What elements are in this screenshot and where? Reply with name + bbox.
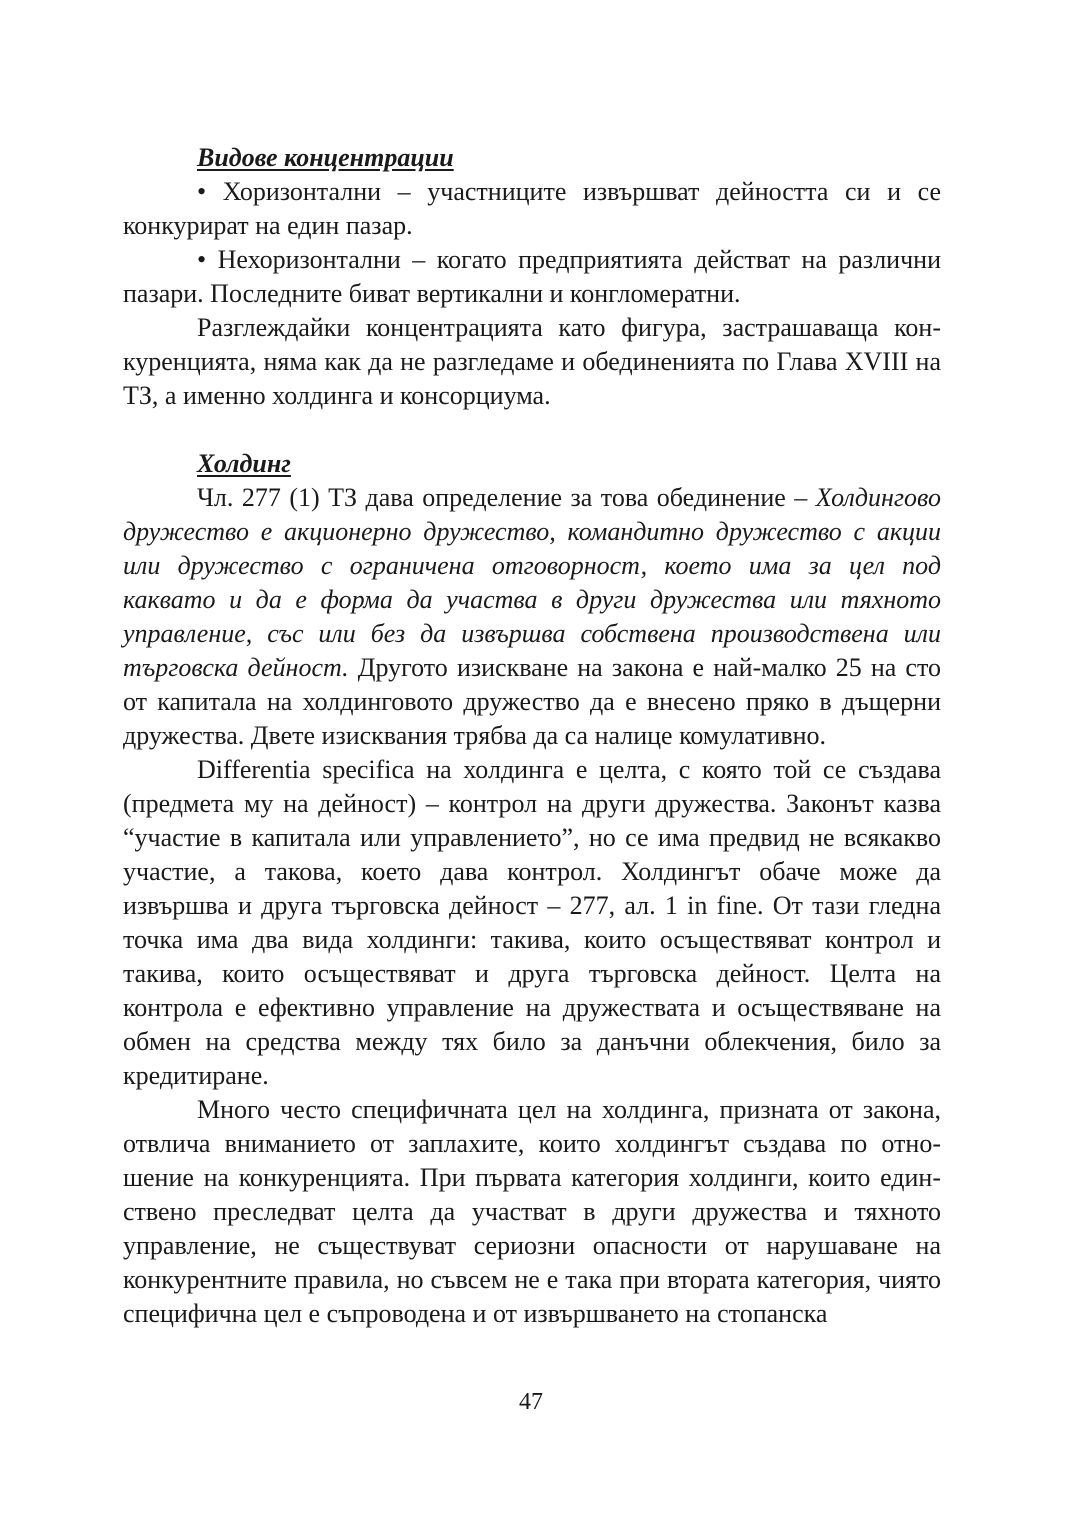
section-spacer: [123, 413, 941, 447]
page-number: 47: [519, 1389, 543, 1415]
paragraph-holding-threats: Много често специфичната цел на холдинга, призната от закона, отвлича вниманието от заплахите, които холдингът създава по отношение на конкуренцията. При първата категория холдинги, които единствено преследват целта да участват в други дружества и тяхното управление, не съществуват сериозни опасности от нарушаване на конкурентните правила, но съвсем не е така при втората категория, чиято специфична цел е съпроводена и от извършването на стопанска: [123, 1095, 941, 1328]
definition-tail: Другото изискване на закона е най-малко 25 на сто от капитала на холдинговото дружество да е внесено пряко в дъщерни дружества. Двете изисквания трябва да са налице комулативно.: [123, 653, 941, 750]
heading-concentration-types: Видове концентрации: [197, 143, 454, 172]
definition-quote: Холдингово дружество е акционерно дружество, командитно дружество с акции или дружество с ограничена отговорност, което има за цел под каквато и да е форма да участва в други дружества или тяхното управление, със или без да извършва собствена производствена или търговска дейност.: [123, 483, 941, 682]
definition-lead: Чл. 277 (1) ТЗ дава определение за това обединение –: [197, 483, 816, 512]
bullet-nonhorizontal: • Нехоризонтални – когато предприятията действат на различни пазари. Последните биват вертикални и конгломератни.: [123, 245, 941, 308]
paragraph-holding-definition: [123, 481, 941, 753]
paragraph-differentia-specifica: Differentia specifica на холдинга е целта, с която той се създава (предмета му на дейност) – контрол на други дружества. Законът казва “участие в капитала или управлението”, но се има предвид не всякакво участие, а такова, което дава контрол. Холдингът обаче може да извършва и друга търговска дейност – 277, ал. 1 in fine. От тази гледна точка има два вида холдинги: такива, които осъществяват контрол и такива, които осъществяват и друга търговска дейност. Целта на контрола е ефективно управление на дружествата и осъществяване на обмен на средства между тях било за данъчни облекчения, било за кредитиране.: [123, 755, 941, 1090]
paragraph-concentration: Разглеждайки концентрацията като фигура, застрашаваща конкуренцията, няма как да не разгледаме и обединенията по Глава XVIII на ТЗ, а именно холдинга и консорциума.: [123, 313, 941, 410]
heading-holding: Холдинг: [197, 449, 291, 478]
bullet-horizontal: • Хоризонтални – участниците извършват дейността си и се конкурират на един пазар.: [123, 177, 941, 240]
page-body: [123, 141, 941, 1331]
